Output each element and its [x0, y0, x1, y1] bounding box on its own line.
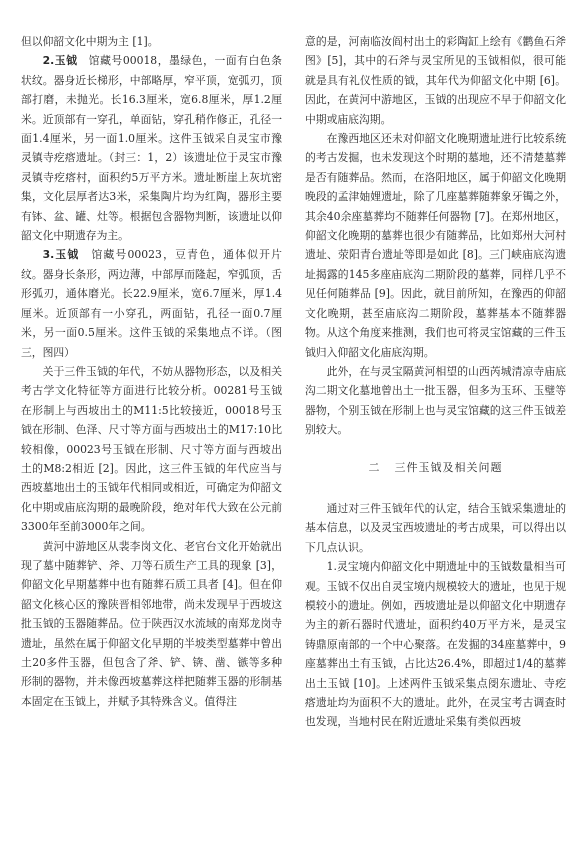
left-column: [21, 32, 282, 711]
paragraph-point-1: 1.灵宝境内仰韶文化中期遗址中的玉钺数量相当可观。玉钺不仅出自灵宝境内规模较大的遗址，也见于规模较小的遗址。例如，西坡遗址是以仰韶文化中期遗存为主的新石器时代遗址，面积约40万平方米，是灵宝铸鼎原南部的一个中心聚落。在发掘的34座墓葬中，9座墓葬出土有玉钺，占比达26.4%，即超过1/4的墓葬出土玉钺 [10]。上述两件玉钺采集点阌东遗址、寺疙瘩遗址均为面积不大的遗址。此外，在灵宝考古调查时也发现，当地村民在附近遗址采集有类似西坡: [305, 560, 566, 729]
paragraph-jade-yue-3: [21, 245, 282, 361]
item-body-3: 馆藏号00023，豆青色，通体似开片纹。器身长条形，两边薄，中部厚而隆起，窄弧顶，舌形弧刃，通体磨光。长22.9厘米，宽6.7厘米，厚1.4厘米。近顶部有一小穿孔，两面钻，孔径一面0.7厘米，另一面0.5厘米。这件玉钺的采集地点不详。（图三，图四）: [21, 248, 282, 359]
paragraph-continued: 意的是，河南临汝阎村出土的彩陶缸上绘有《鹳鱼石斧图》[5]，其中的石斧与灵宝所见的玉钺相似，很可能就是具有礼仪性质的钺，其年代为仰韶文化中期 [6]。因此，在黄河中游地区，玉钺的出现应不早于仰韶文化中期或庙底沟期。: [305, 35, 566, 126]
paragraph-yellow-river-region: 黄河中游地区从裴李岗文化、老官台文化开始就出现了墓中随葬铲、斧、刀等石质生产工具的现象 [3]，仰韶文化早期墓葬中也有随葬石质工具者 [4]。但在仰韶文化核心区的豫陕晋相邻地带，尚未发现早于西坡这批玉钺的玉器随葬品。位于陕西汉水流域的南郑龙岗寺遗址，虽然在属于仰韶文化早期的半坡类型墓葬中曾出土20多件玉器，但包含了斧、铲、锛、凿、镞等多种形制的器物，并未像西坡墓葬这样把随葬玉器的形制基本固定在玉钺上，并赋予其特殊含义。值得注: [21, 539, 282, 708]
section-heading: [305, 458, 566, 477]
paragraph-jade-yue-2: [21, 51, 282, 245]
section-title: 三件玉钺及相关问题: [394, 460, 503, 474]
item-body-2: 馆藏号00018，墨绿色，一面有白色条状纹。器身近长梯形，中部略厚，窄平顶，宽弧刃，顶部打磨，未抛光。长16.3厘米，宽6.8厘米，厚1.2厘米。近顶部有一穿孔，单面钻，穿孔稍作修正，孔径一面1.4厘米，另一面1.0厘米。这件玉钺采自灵宝市豫灵镇寺疙瘩遗址。（封三：1，2）该遗址位于灵宝市豫灵镇寺疙瘩村，面积约5万平方米。遗址断崖上灰坑密集，文化层厚者达3米，采集陶片均为红陶，器形主要有钵、盆、罐、灶等。根据包含器物判断，该遗址以仰韶文化中期遗存为主。: [21, 54, 282, 243]
right-column: [305, 32, 566, 732]
item-heading-2: 2.玉钺: [42, 54, 78, 68]
paragraph-qingliangsi: 此外，在与灵宝隔黄河相望的山西芮城清凉寺庙底沟二期文化墓地曾出土一批玉器，但多为玉环、玉璧等器物，个别玉钺在形制上也与灵宝馆藏的这三件玉钺差别较大。: [305, 364, 566, 437]
paragraph-western-henan: 在豫西地区还未对仰韶文化晚期遗址进行比较系统的考古发掘，也未发现这个时期的墓地，还不清楚墓葬是否有随葬品。然而，在洛阳地区，属于仰韶文化晚期晚段的孟津妯娌遗址，除了几座墓葬随葬象牙镯之外，其余40余座墓葬均不随葬任何器物 [7]。在郑州地区，仰韶文化晚期的墓葬也很少有随葬品，比如郑州大河村遗址、荥阳青台遗址等即是如此 [8]。三门峡庙底沟遗址揭露的145多座庙底沟二期阶段的墓葬，同样几乎不见任何随葬品 [9]。因此，就目前所知，在豫西的仰韶文化晚期，甚至庙底沟二期阶段，墓葬基本不随葬器物。从这个角度来推测，我们也可将灵宝馆藏的三件玉钺归入仰韶文化庙底沟期。: [305, 132, 566, 359]
section-number: 二: [368, 460, 381, 474]
paragraph-intro-tail: 但以仰韶文化中期为主 [1]。: [21, 35, 159, 48]
paragraph-section-intro: 通过对三件玉钺年代的认定，结合玉钺采集遗址的基本信息，以及灵宝西坡遗址的考古成果，可以得出以下几点认识。: [305, 501, 566, 554]
item-heading-3: 3.玉钺: [42, 248, 80, 262]
paragraph-dating-analysis: 关于三件玉钺的年代，不妨从器物形态，以及相关考古学文化特征等方面进行比较分析。00281号玉钺在形制上与西坡出土的M11:5比较接近，00018号玉钺在形制、色泽、尺寸等方面与西坡出土的M17:10比较相像，00023号玉钺在形制、尺寸等方面与西坡出土的M8:2相近 [2]。因此，这三件玉钺的年代应当与西坡墓地出土的玉钺年代相同或相近，可确定为仰韶文化中期或庙底沟期的最晚阶段，绝对年代大致在公元前3300年至前3000年之间。: [21, 364, 282, 534]
